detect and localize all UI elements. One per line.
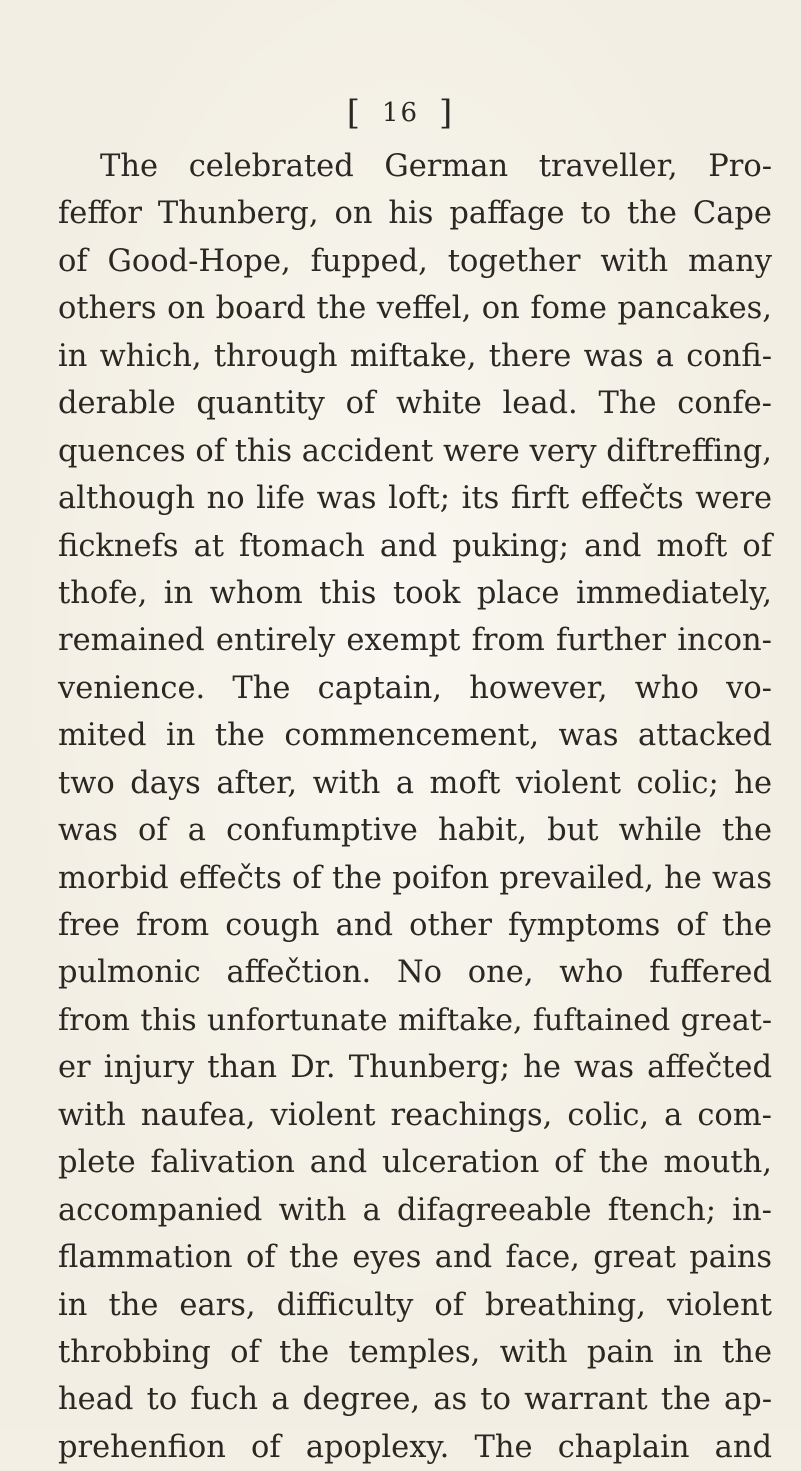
text-line: morbid effečts of the poifon prevailed, he was: [58, 860, 772, 896]
text-line: er injury than Dr. Thunberg; he was affečted: [58, 1050, 772, 1086]
text-line: derable quantity of white lead. The confe-: [58, 386, 772, 422]
body-text: [58, 143, 772, 1471]
text-line: The celebrated German traveller, Pro-: [100, 149, 772, 184]
text-line: others on board the veffel, on fome pancakes,: [58, 291, 772, 327]
text-line: with naufea, violent reachings, colic, a com-: [58, 1097, 772, 1133]
text-line: of Good-Hope, fupped, together with many: [58, 243, 772, 279]
text-line: thofe, in whom this took place immediately,: [58, 575, 772, 611]
page-number: 16: [381, 98, 420, 128]
text-line: head to fuch a degree, as to warrant the ap-: [58, 1382, 772, 1418]
text-line: although no life was loft; its firft effečts were: [58, 481, 772, 517]
text-line: quences of this accident were very diftreffing,: [58, 433, 772, 469]
text-line: was of a confumptive habit, but while the: [58, 813, 772, 849]
text-line: in the ears, difficulty of breathing, violent: [58, 1287, 772, 1323]
header-bracket-close: ]: [439, 93, 455, 133]
text-line: free from cough and other fymptoms of the: [58, 908, 772, 943]
text-line: pulmonic affečtion. No one, who fuffered: [58, 955, 772, 991]
text-line: two days after, with a moft violent colic; he: [58, 765, 772, 801]
text-line: remained entirely exempt from further incon-: [58, 623, 772, 659]
text-line: throbbing of the temples, with pain in the: [58, 1334, 772, 1370]
header-bracket-open: [: [346, 93, 362, 133]
text-line: in which, through miftake, there was a confi-: [58, 338, 772, 374]
text-line: flammation of the eyes and face, great pains: [58, 1240, 772, 1276]
text-line: ficknefs at ftomach and puking; and moft of: [58, 528, 772, 564]
text-line: venience. The captain, however, who vo-: [58, 670, 772, 706]
text-line: from this unfortunate miftake, fuftained great-: [58, 1002, 772, 1038]
text-line: plete falivation and ulceration of the mouth,: [58, 1145, 772, 1181]
text-line: accompanied with a difagreeable ftench; in-: [58, 1192, 772, 1228]
text-line: mited in the commencement, was attacked: [58, 718, 772, 754]
text-line: feffor Thunberg, on his paffage to the Cape: [58, 196, 772, 232]
text-line: prehenfion of apoplexy. The chaplain and: [58, 1429, 772, 1465]
page-header: [0, 93, 801, 133]
